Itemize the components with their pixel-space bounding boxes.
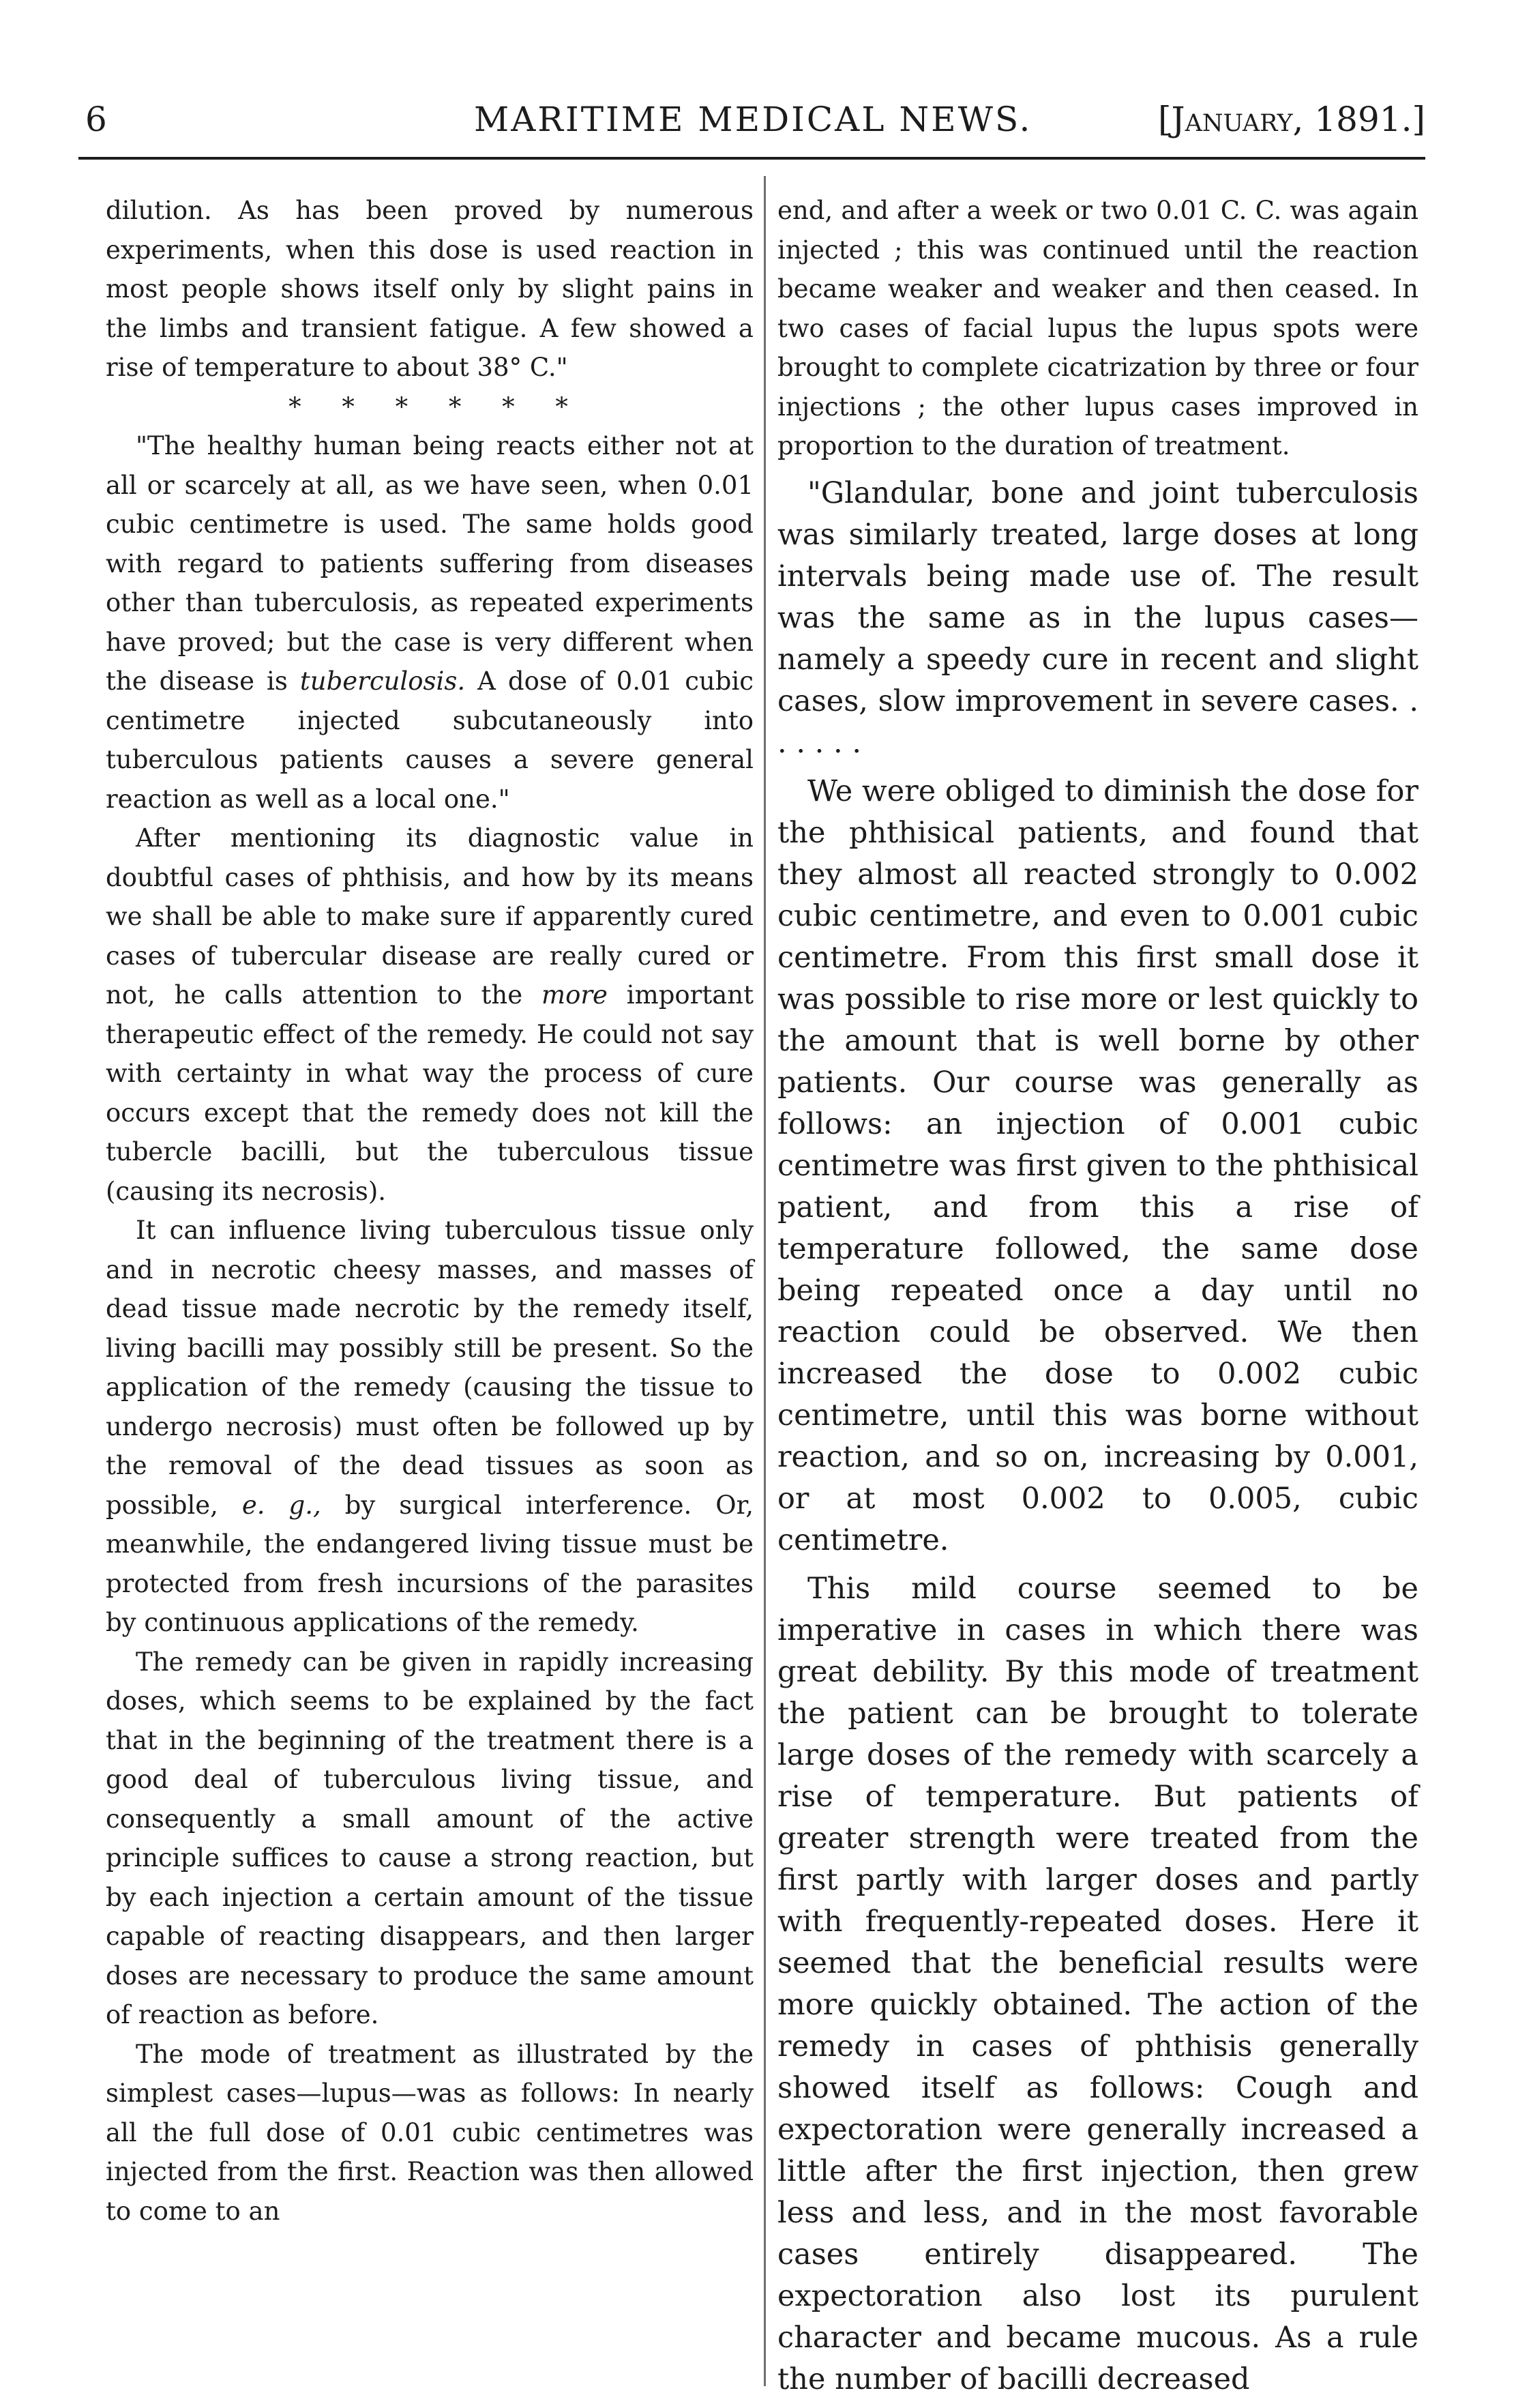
paragraph: After mentioning its diagnostic value in doubtful cases of phthisis, and how by its means we shall be able to make sure if apparently cured cases of tubercular disease are really cured or not, he calls attention to the more important therapeutic effect of the remedy. He could not say with certainty in what way the process of cure occurs except that the remedy does not kill the tubercle bacilli, but the tuberculous tissue (causing its necrosis).	[106, 823, 754, 1206]
emphasis: e. g.,	[241, 1490, 321, 1520]
emphasis: more	[541, 980, 608, 1010]
paragraph: This mild course seemed to be imperative in cases in which there was great debility. By this mode of treatment the patient can be brought to tolerate large doses of the remedy with scarcely a rise of temperature. But patients of greater strength were treated from the first partly with larger doses and partly with frequently-repeated doses. Here it seemed that the beneficial results were more quickly obtained. The action of the remedy in cases of phthisis generally showed itself as follows: Cough and expectoration were generally increased a little after the first injection, then grew less and less, and in the most favorable cases entirely disappeared. The expectoration also lost its purulent character and became mucous. As a rule the number of bacilli decreased	[777, 1571, 1418, 2396]
paragraph: The mode of treatment as illustrated by the simplest cases—lupus—was as follows: In nearly all the full dose of 0.01 cubic centimetres was injected from the first. Reaction was then allowed to come to an	[106, 2039, 754, 2226]
emphasis: tuberculosis.	[299, 666, 466, 696]
column-divider	[764, 176, 766, 2386]
right-column	[777, 191, 1418, 2400]
left-column	[106, 191, 754, 2231]
paragraph: It can influence living tuberculous tissue only and in necrotic cheesy masses, and masses of dead tissue made necrotic by the remedy itself, living bacilli may possibly still be present. So the application of the remedy (causing the tissue to undergo necrosis) must often be followed up by the removal of the dead tissues as soon as possible, e. g., by surgical interference. Or, meanwhile, the endangered living tissue must be protected from fresh incursions of the parasites by continuous applications of the remedy.	[106, 1216, 754, 1637]
paragraph: dilution. As has been proved by numerous experiments, when this dose is used reaction in most people shows itself only by slight pains in the limbs and transient fatigue. A few showed a rise of temperature to about 38° C."	[106, 196, 754, 382]
paragraph: "The healthy human being reacts either not at all or scarcely at all, as we have seen, when 0.01 cubic centimetre is used. The same holds good with regard to patients suffering from diseases other than tuberculosis, as repeated experiments have proved; but the case is very different when the disease is tuberculosis. A dose of 0.01 cubic centimetre injected subcutaneously into tuberculous patients causes a severe general reaction as well as a local one."	[106, 431, 754, 814]
asterism: * * * * * *	[288, 392, 571, 422]
issue-date: [January, 1891.]	[1158, 100, 1425, 139]
running-header	[72, 96, 1425, 143]
paragraph: end, and after a week or two 0.01 C. C. was again injected ; this was continued until the reaction became weaker and weaker and then ceased. In two cases of facial lupus the lupus spots were brought to complete cicatrization by three or four injections ; the other lupus cases improved in proportion to the duration of treatment.	[777, 196, 1418, 460]
paragraph: We were obliged to diminish the dose for the phthisical patients, and found that they almost all reacted strongly to 0.002 cubic centimetre, and even to 0.001 cubic centimetre. From this first small dose it was possible to rise more or lest quickly to the amount that is well borne by other patients. Our course was generally as follows: an injection of 0.001 cubic centimetre was first given to the phthisical patient, and from this a rise of temperature followed, the same dose being repeated once a day until no reaction could be observed. We then increased the dose to 0.002 cubic centimetre, until this was borne without reaction, and so on, increasing by 0.001, or at most 0.002 to 0.005, cubic centimetre.	[777, 774, 1418, 1557]
journal-title: MARITIME MEDICAL NEWS.	[474, 100, 1032, 139]
page-number: 6	[85, 100, 107, 139]
paragraph: "Glandular, bone and joint tuberculosis was similarly treated, large doses at long intervals being made use of. The result was the same as in the lupus cases—namely a speedy cure in recent and slight cases, slow improvement in severe cases. . . . . . .	[777, 475, 1418, 760]
header-rule	[78, 157, 1425, 160]
paragraph: The remedy can be given in rapidly increasing doses, which seems to be explained by the fact that in the beginning of the treatment there is a good deal of tuberculous living tissue, and consequently a small amount of the active principle suffices to cause a strong reaction, but by each injection a certain amount of the tissue capable of reacting disappears, and then larger doses are necessary to produce the same amount of reaction as before.	[106, 1647, 754, 2029]
